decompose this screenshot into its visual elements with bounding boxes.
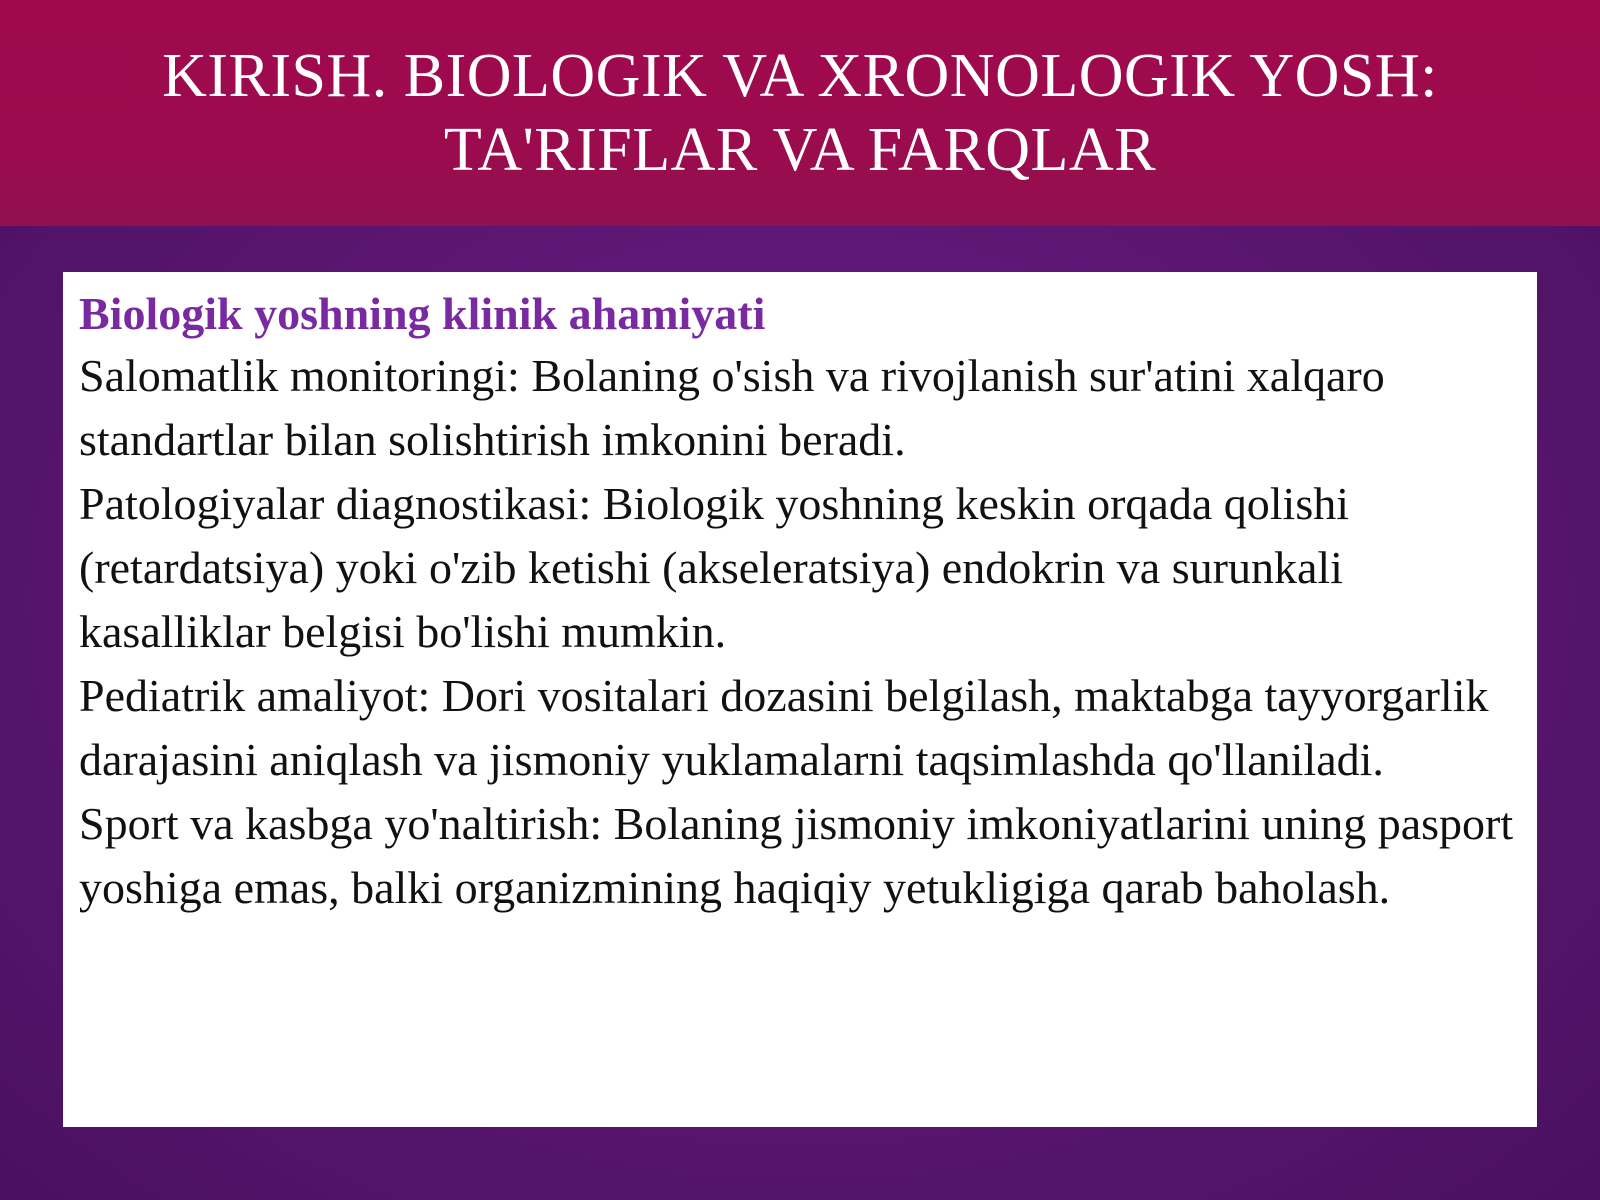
paragraph-health-monitoring: Salomatlik monitoringi: Bolaning o'sish va rivojlanish sur'atini xalqaro standartlar bilan solishtirish imkonini beradi. [79,350,1385,465]
section-heading: Biologik yoshning klinik ahamiyati [79,288,766,339]
paragraph-pediatric-practice: Pediatrik amaliyot: Dori vositalari dozasini belgilash, maktabga tayyorgarlik darajasini aniqlash va jismoniy yuklamalarni taqsimlashda qo'llaniladi. [79,670,1489,785]
content-box [63,272,1537,1127]
slide-title-line-2: TA'RIFLAR VA FARQLAR [443,116,1157,184]
paragraph-sport-career: Sport va kasbga yo'naltirish: Bolaning jismoniy imkoniyatlarini uning pasport yoshiga emas, balki organizmining haqiqiy yetukligiga qarab baholash. [79,798,1514,913]
slide-title-line-1: KIRISH. BIOLOGIK VA XRONOLOGIK YOSH: [162,42,1438,110]
slide-title [122,39,1478,187]
paragraph-pathology-diagnostics: Patologiyalar diagnostikasi: Biologik yoshning keskin orqada qolishi (retardatsiya) yoki o'zib ketishi (akseleratsiya) endokrin va surunkali kasalliklar belgisi bo'lishi mumkin. [79,478,1350,657]
title-band [0,0,1600,226]
